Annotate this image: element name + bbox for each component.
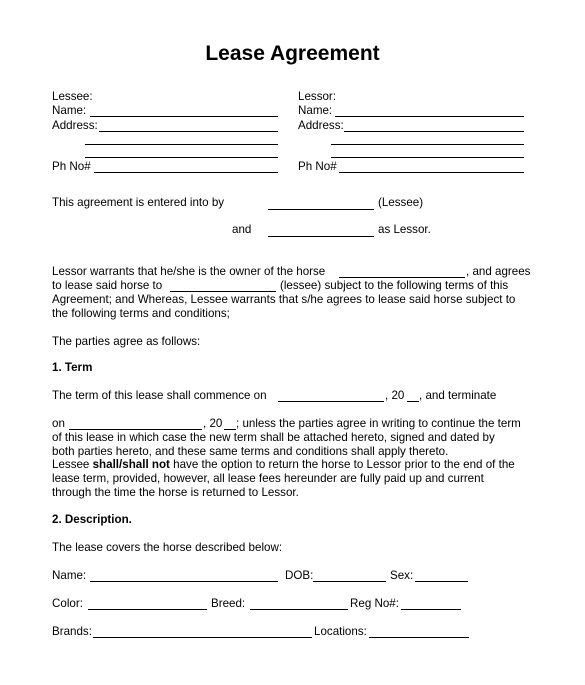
lessor-tag: as Lessor. [378, 223, 431, 236]
horse-name-label: Name: [52, 569, 87, 582]
lessor-address-field-1[interactable] [344, 131, 524, 132]
horse-name-field[interactable] [339, 277, 465, 278]
lessee-phone-field[interactable] [94, 172, 278, 173]
terminate-year-field[interactable] [224, 429, 236, 430]
brands-label: Brands: [52, 625, 92, 638]
lessee-tag: (Lessee) [378, 196, 424, 209]
warrant-line-2a: to lease said horse to [52, 279, 163, 292]
warrant-line-4: the following terms and conditions; [52, 307, 230, 320]
intro-lessor-field[interactable] [268, 236, 374, 237]
lessee-phone-label: Ph No# [52, 160, 91, 173]
lessee-name-inline-field[interactable] [170, 291, 276, 292]
shall-option-text: shall/shall not [92, 458, 170, 471]
parties-text: The parties agree as follows: [52, 335, 201, 348]
term-line-5 [52, 458, 515, 472]
term-line-3: of this lease in which case the new term shall be attached hereto, signed and dated by [52, 431, 495, 444]
horse-name-input[interactable] [90, 581, 278, 582]
intro-lessee-field[interactable] [268, 209, 374, 210]
lessor-heading: Lessor: [298, 90, 337, 103]
lessor-address-field-2[interactable] [331, 144, 524, 145]
warrant-line-1a: Lessor warrants that he/she is the owner of the horse [52, 265, 326, 278]
reg-field[interactable] [401, 609, 461, 610]
lessor-phone-label: Ph No# [298, 160, 337, 173]
and-text: and [232, 223, 252, 236]
warrant-line-3: Agreement; and Whereas, Lessee warrants that s/he agrees to lease said horse subject to [52, 293, 516, 306]
term-line-4: both parties hereto, and these same terms and conditions shall apply thereto. [52, 445, 449, 458]
warrant-line-2b: (lessee) subject to the following terms of this [280, 279, 509, 292]
entered-into-text: This agreement is entered into by [52, 196, 225, 209]
terminate-date-field[interactable] [69, 429, 202, 430]
term-heading: 1. Term [52, 361, 93, 374]
term-line-2a: on [52, 417, 65, 430]
lessee-name-label: Name: [52, 104, 87, 117]
locations-label: Locations: [314, 625, 367, 638]
lessor-address-label: Address: [298, 119, 344, 132]
brands-field[interactable] [93, 637, 312, 638]
term-line-7: through the time the horse is returned to Lessor. [52, 486, 299, 499]
lessee-name-field[interactable] [90, 116, 278, 117]
document-title: Lease Agreement [205, 42, 380, 65]
commence-date-field[interactable] [278, 401, 384, 402]
dob-field[interactable] [313, 581, 386, 582]
lessee-address-field-2[interactable] [85, 144, 278, 145]
locations-field[interactable] [369, 637, 469, 638]
lessee-heading: Lessee: [52, 90, 93, 103]
lessee-address-field-3[interactable] [85, 157, 278, 158]
breed-label: Breed: [211, 597, 246, 610]
warrant-line-1b: , and agrees [466, 265, 531, 278]
lessor-phone-field[interactable] [339, 172, 524, 173]
term-line-5b: have the option to return the horse to Lessor prior to the end of the [169, 458, 515, 471]
reg-label: Reg No#: [350, 597, 399, 610]
lessee-address-label: Address: [52, 119, 98, 132]
term-line-1a: The term of this lease shall commence on [52, 389, 267, 402]
lessor-name-label: Name: [298, 104, 333, 117]
term-line-6: lease term, provided, however, all lease fees hereunder are fully paid up and current [52, 472, 484, 485]
term-line-1b: , 20 [385, 389, 405, 402]
breed-field[interactable] [250, 609, 348, 610]
description-intro: The lease covers the horse described below: [52, 541, 283, 554]
color-label: Color: [52, 597, 83, 610]
term-line-2b: , 20 [203, 417, 223, 430]
term-line-5a: Lessee [52, 458, 93, 471]
sex-field[interactable] [415, 581, 468, 582]
commence-year-field[interactable] [407, 401, 419, 402]
dob-label: DOB: [285, 569, 314, 582]
description-heading: 2. Description. [52, 513, 132, 526]
lessor-address-field-3[interactable] [331, 157, 524, 158]
sex-label: Sex: [390, 569, 414, 582]
term-line-1c: , and terminate [419, 389, 497, 402]
term-line-2c: ; unless the parties agree in writing to continue the term [236, 417, 521, 430]
lessee-address-field-1[interactable] [99, 131, 278, 132]
color-field[interactable] [88, 609, 207, 610]
lessor-name-field[interactable] [335, 116, 524, 117]
